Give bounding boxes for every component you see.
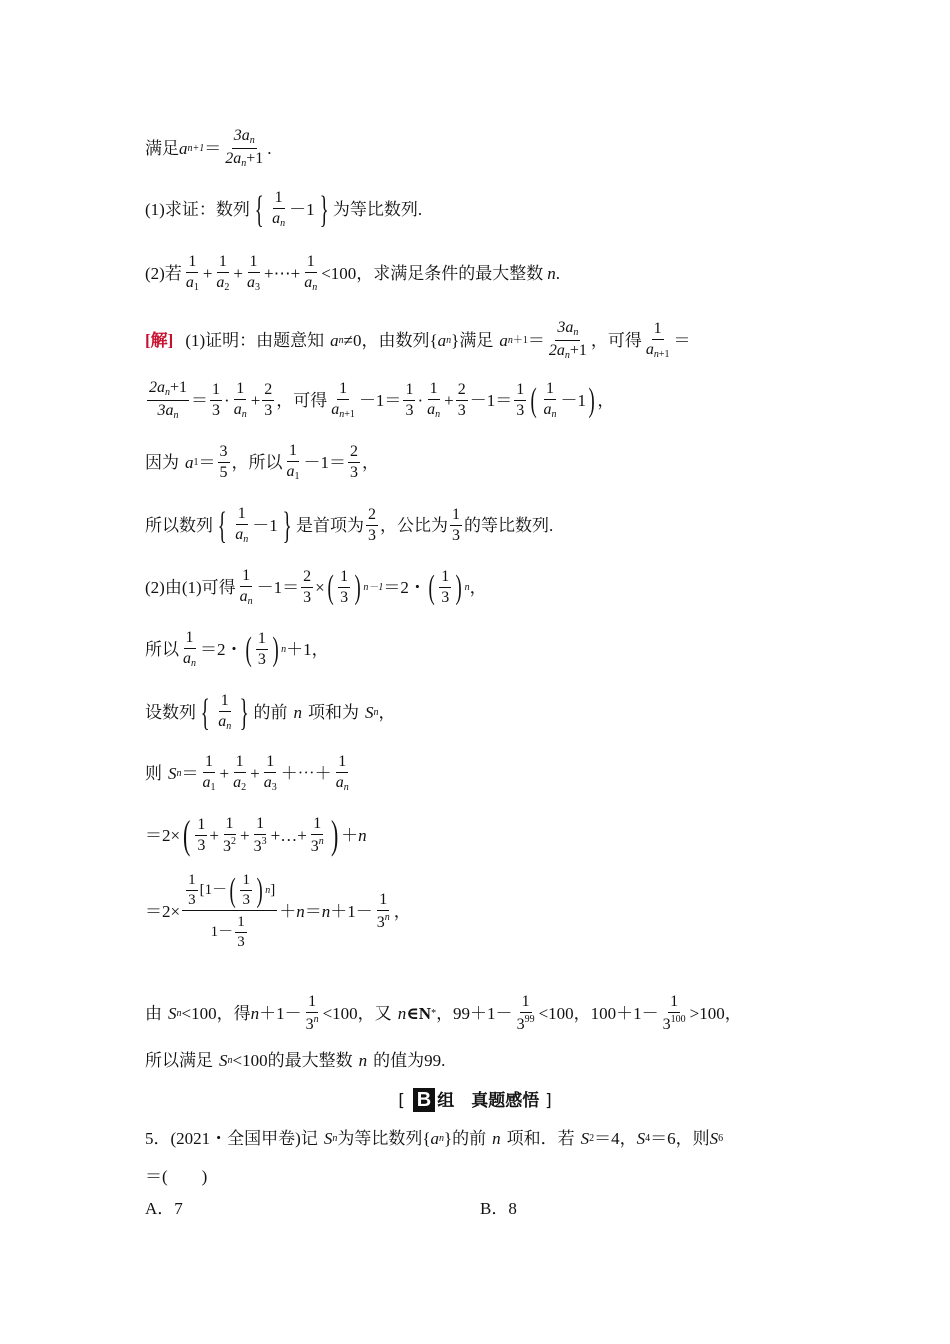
- question-2: (2)若 $\frac{1}{a_1}$ + $\frac{1}{a_2}$ + $\frac{1}{a_3}$ +⋯+ $\frac{1}{a_n}$ <100，求满足条件的最大整数 n .: [145, 253, 561, 293]
- question-5: 5．(2021・全国甲卷)记 S n 为等比数列{ a n }的前 n 项和．若 S 2 ＝4， S 4 ＝6，则 S 6: [145, 1129, 724, 1148]
- question-1: [145, 190, 810, 229]
- solution-line-11: 由 S n <100，得 n ＋1－ $\frac{1}{3^n}$ <100，又 n ∈N * ，99＋1－ $\frac{1}{3^{99}}$ <100，100＋1－ $\frac{1}{3^{100}}$ >100，: [145, 993, 742, 1033]
- solution-line-10: ＝2× $\frac{1}{3}$ [ 1－ ( $\frac{1}{3}$ ) n ] 1－ $\frac{1}{3}$ ＋ n ＝ n ＋1－ $\frac{1}{3^n}$ ，: [145, 871, 411, 950]
- var-a: a: [179, 139, 188, 158]
- solution-line-8: 则 S n ＝ $\frac{1}{a_1}$ + $\frac{1}{a_2}$ + $\frac{1}{a_3}$ ＋⋯＋ $\frac{1}{a_n}$: [145, 753, 349, 793]
- section-header: [ B 组 真题感悟 ]: [398, 1089, 552, 1111]
- var-a: a: [272, 210, 281, 227]
- braced-seq: { $\frac{1}{a_n}$ －1 }: [254, 188, 329, 231]
- q2-cond: <100，求满足条件的最大整数: [321, 264, 544, 283]
- solution-line-3: 因为 a 1 ＝ $\frac{3}{5}$ ，所以 $\frac{1}{a_1}$ －1＝ $\frac{2}{3}$ ，: [145, 442, 379, 482]
- sub: n: [280, 218, 286, 229]
- sub: n: [249, 135, 255, 146]
- minus-one: －1: [289, 200, 315, 219]
- sub: n: [241, 158, 247, 169]
- eq: ＝: [204, 139, 222, 158]
- num: 3a: [233, 127, 250, 144]
- solution-line-1: [解] (1)证明：由题意知 a n ≠0，由数列{ a n }满足 a n ＋1 ＝ $\frac{3a_n}{2a_n+1}$ ，可得 $\frac{1}{a_{n+1}}$ ＝: [145, 319, 691, 361]
- option-row: [145, 1200, 810, 1217]
- fraction: [223, 128, 265, 169]
- q1-label: (1)求证：数列: [145, 200, 250, 219]
- solution-line-6: 所以 $\frac{1}{a_n}$ ＝2・ ( $\frac{1}{3}$ ) n ＋1，: [145, 629, 329, 669]
- solution-line-5: (2)由(1)可得 $\frac{1}{a_n}$ －1＝ $\frac{2}{3}$ × ( $\frac{1}{3}$ ) n－1 ＝2・ ( $\frac{1}{3}$ ) n ，: [145, 567, 487, 607]
- q2-label: (2)若: [145, 264, 182, 283]
- solution-line-7: 设数列 { $\frac{1}{a_n}$ } 的前 n 项和为 S n ，: [145, 691, 396, 734]
- sub: n+1: [187, 142, 205, 154]
- solution-line-12: 所以满足 S n <100的最大整数 n 的值为99.: [145, 1051, 446, 1070]
- section-title: 组 真题感悟: [437, 1091, 540, 1111]
- den-post: +1: [246, 150, 264, 167]
- solution-tag: [解]: [145, 331, 174, 350]
- period: .: [267, 139, 272, 158]
- q1-suffix: 为等比数列.: [332, 200, 423, 219]
- option-a[interactable]: A．7: [145, 1199, 183, 1218]
- solution-line-9: ＝2× ( $\frac{1}{3}$ + $\frac{1}{3^2}$ + $\frac{1}{3^3}$ +…+ $\frac{1}{3^n}$ ) ＋ n: [145, 812, 367, 857]
- intro-prefix: 满足: [145, 139, 179, 158]
- den: 2a: [225, 150, 242, 167]
- question-5-line-2: ＝( ): [145, 1167, 208, 1186]
- num: 1: [273, 190, 285, 209]
- solution-line-4: 所以数列 { $\frac{1}{a_n}$ －1 } 是首项为 $\frac{2}{3}$ ，公比为 $\frac{1}{3}$ 的等比数列.: [145, 504, 554, 547]
- intro-line: [145, 128, 810, 169]
- group-letter: B: [413, 1088, 435, 1112]
- option-b[interactable]: B．8: [480, 1199, 517, 1218]
- solution-line-2: $\frac{2a_n+1}{3a_n}$ ＝ $\frac{1}{3}$ · $\frac{1}{a_n}$ + $\frac{2}{3}$ ，可得 $\frac{1}{a_{n+1}}$ －1＝ $\frac{1}{3}$ · $\frac{1}{a_n}$ + $\frac{2}{3}$ －1＝ $\frac{1}{3}$ ( $\frac{1}{a_n}$ －1 ) ，: [149, 379, 615, 421]
